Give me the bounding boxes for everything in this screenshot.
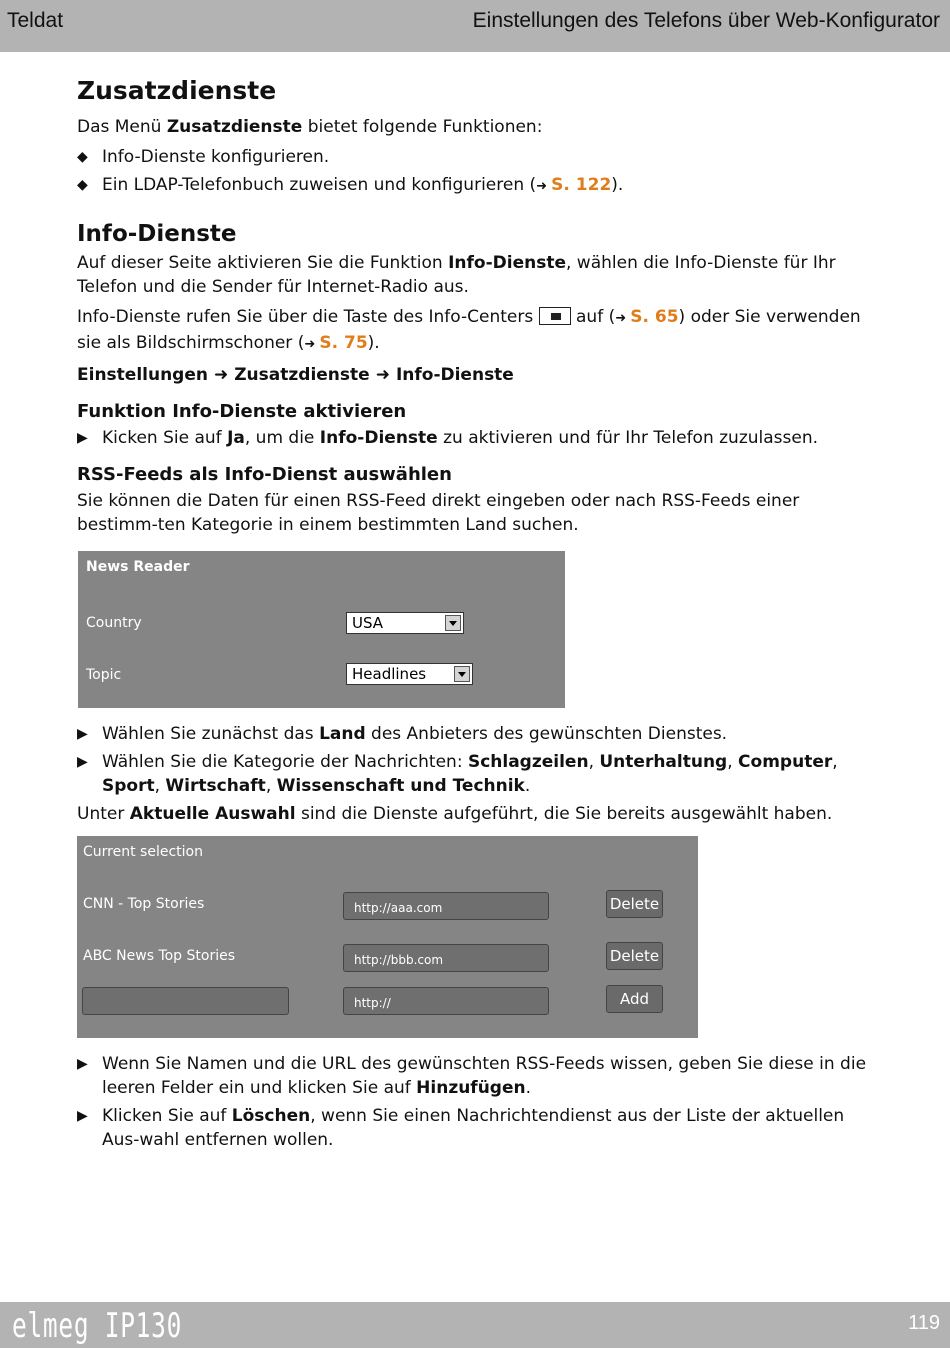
text-bold: Wissenschaft und Technik <box>276 776 525 796</box>
header-chapter-title: Einstellungen des Telefons über Web-Konfigurator <box>472 9 940 32</box>
paragraph <box>77 305 877 357</box>
text: des Anbieters des gewünschten Dienstes. <box>365 724 728 744</box>
text-bold: Computer <box>738 752 833 772</box>
menu-path <box>77 363 877 387</box>
list-item <box>77 1052 877 1100</box>
path-item: Einstellungen <box>77 365 208 385</box>
subsection-title-activate: Funktion Info-Dienste aktivieren <box>77 401 407 422</box>
country-label: Country <box>86 615 142 631</box>
page-header <box>0 0 950 52</box>
path-item: Info-Dienste <box>395 365 514 385</box>
paragraph <box>77 802 877 826</box>
text: Klicken Sie auf <box>102 1106 232 1126</box>
paragraph <box>77 251 877 299</box>
text: , <box>727 752 739 772</box>
new-feed-name-input[interactable] <box>82 987 289 1015</box>
text-bold: Schlagzeilen <box>467 752 589 772</box>
list-item <box>77 1104 877 1152</box>
arrow-icon: ➜ <box>213 365 229 385</box>
triangle-bullet-icon: ▶ <box>77 726 88 742</box>
topic-select[interactable] <box>346 663 473 685</box>
triangle-bullet-icon: ▶ <box>77 1056 88 1072</box>
text-bold: Zusatzdienste <box>166 117 303 137</box>
text: , <box>265 776 277 796</box>
page-footer <box>0 1302 950 1348</box>
text: zu aktivieren und für Ihr Telefon zuzulassen. <box>437 428 819 448</box>
country-select-value: USA <box>352 614 384 632</box>
delete-button[interactable]: Delete <box>606 942 663 970</box>
text: Ein LDAP-Telefonbuch zuweisen und konfigurieren ( <box>102 175 537 195</box>
text: , <box>588 752 600 772</box>
text: Das Menü <box>77 117 167 137</box>
text: Unter <box>77 804 130 824</box>
news-reader-title: News Reader <box>86 559 190 575</box>
text: ) oder Sie verwenden sie als Bildschirmschoner ( <box>77 307 861 353</box>
arrow-icon: ➜ <box>536 179 552 194</box>
text: ). <box>367 333 380 353</box>
page-reference-link[interactable]: S. 75 <box>319 333 368 353</box>
text: Wenn Sie Namen und die URL des gewünschten RSS-Feeds wissen, geben Sie diese in die leeren Felder ein und klicken Sie auf <box>102 1054 867 1098</box>
new-feed-url-input[interactable]: http:// <box>343 987 549 1015</box>
text: , <box>154 776 166 796</box>
text-bold: Hinzufügen <box>416 1078 526 1098</box>
page-reference-link[interactable]: S. 122 <box>551 175 612 195</box>
text: bietet folgende Funktionen: <box>302 117 543 137</box>
page-number: 119 <box>908 1312 940 1334</box>
text: sind die Dienste aufgeführt, die Sie bereits ausgewählt haben. <box>295 804 833 824</box>
arrow-icon: ➜ <box>375 365 390 385</box>
text-bold: Unterhaltung <box>599 752 728 772</box>
path-item: Zusatzdienste <box>234 365 370 385</box>
triangle-bullet-icon: ▶ <box>77 430 88 446</box>
text: . <box>524 776 531 796</box>
intro-paragraph <box>77 115 877 139</box>
list-item <box>77 426 877 450</box>
feed-name: CNN - Top Stories <box>83 896 205 912</box>
text: , <box>832 752 838 772</box>
feed-url-input[interactable]: http://aaa.com <box>343 892 549 920</box>
text: , wenn Sie einen Nachrichtendienst aus der Liste der aktuellen Aus-wahl entfernen wollen. <box>102 1106 845 1150</box>
list-item <box>77 750 877 798</box>
chevron-down-icon[interactable] <box>445 615 461 631</box>
arrow-icon: ➜ <box>304 337 320 352</box>
diamond-bullet-icon: ◆ <box>77 177 88 193</box>
page-content <box>77 76 877 1156</box>
text-bold: Sport <box>102 776 155 796</box>
list-item <box>77 722 877 746</box>
text-bold: Ja <box>227 428 245 448</box>
header-brand: Teldat <box>7 9 64 32</box>
triangle-bullet-icon: ▶ <box>77 754 88 770</box>
text-bold: Info-Dienste <box>448 253 566 273</box>
text: . <box>525 1078 532 1098</box>
feed-name: ABC News Top Stories <box>83 948 236 964</box>
page-reference-link[interactable]: S. 65 <box>630 307 679 327</box>
text: Kicken Sie auf <box>102 428 228 448</box>
paragraph: Sie können die Daten für einen RSS-Feed direkt eingeben oder nach RSS-Feeds einer bestimm-ten Kategorie in einem bestimmten Land suchen. <box>77 491 800 535</box>
text: , um die <box>244 428 320 448</box>
diamond-bullet-icon: ◆ <box>77 149 88 165</box>
text: Info-Dienste rufen Sie über die Taste des Info-Centers <box>77 307 539 327</box>
text: auf ( <box>570 307 616 327</box>
news-reader-panel <box>78 551 565 708</box>
country-select[interactable] <box>346 612 464 634</box>
info-center-key-icon <box>539 307 571 325</box>
chevron-down-icon[interactable] <box>454 666 470 682</box>
current-selection-title: Current selection <box>83 844 203 860</box>
text: Auf dieser Seite aktivieren Sie die Funktion <box>77 253 449 273</box>
text-bold: Wirtschaft <box>165 776 266 796</box>
text: Wählen Sie die Kategorie der Nachrichten: <box>102 752 468 772</box>
list-item <box>77 173 877 199</box>
subsection-title-rss: RSS-Feeds als Info-Dienst auswählen <box>77 464 452 485</box>
text: Info-Dienste konfigurieren. <box>102 147 330 167</box>
current-selection-panel <box>77 836 698 1038</box>
topic-label: Topic <box>86 667 122 683</box>
text-bold: Löschen <box>231 1106 311 1126</box>
text-bold: Aktuelle Auswahl <box>129 804 296 824</box>
product-logo: elmeg IP130 <box>12 1306 183 1346</box>
topic-select-value: Headlines <box>352 665 427 683</box>
text: ). <box>611 175 624 195</box>
arrow-icon: ➜ <box>615 311 631 326</box>
section-title-zusatzdienste: Zusatzdienste <box>77 76 277 105</box>
triangle-bullet-icon: ▶ <box>77 1108 88 1124</box>
text-bold: Land <box>319 724 366 744</box>
list-item <box>77 145 877 169</box>
delete-button[interactable]: Delete <box>606 890 663 918</box>
text: , wählen die Info-Dienste für Ihr Telefon und die Sender für Internet-Radio aus. <box>77 253 836 297</box>
section-title-info-dienste: Info-Dienste <box>77 221 237 247</box>
feed-url-input[interactable]: http://bbb.com <box>343 944 549 972</box>
text-bold: Info-Dienste <box>319 428 438 448</box>
text: Wählen Sie zunächst das <box>102 724 320 744</box>
add-button[interactable]: Add <box>606 985 663 1013</box>
